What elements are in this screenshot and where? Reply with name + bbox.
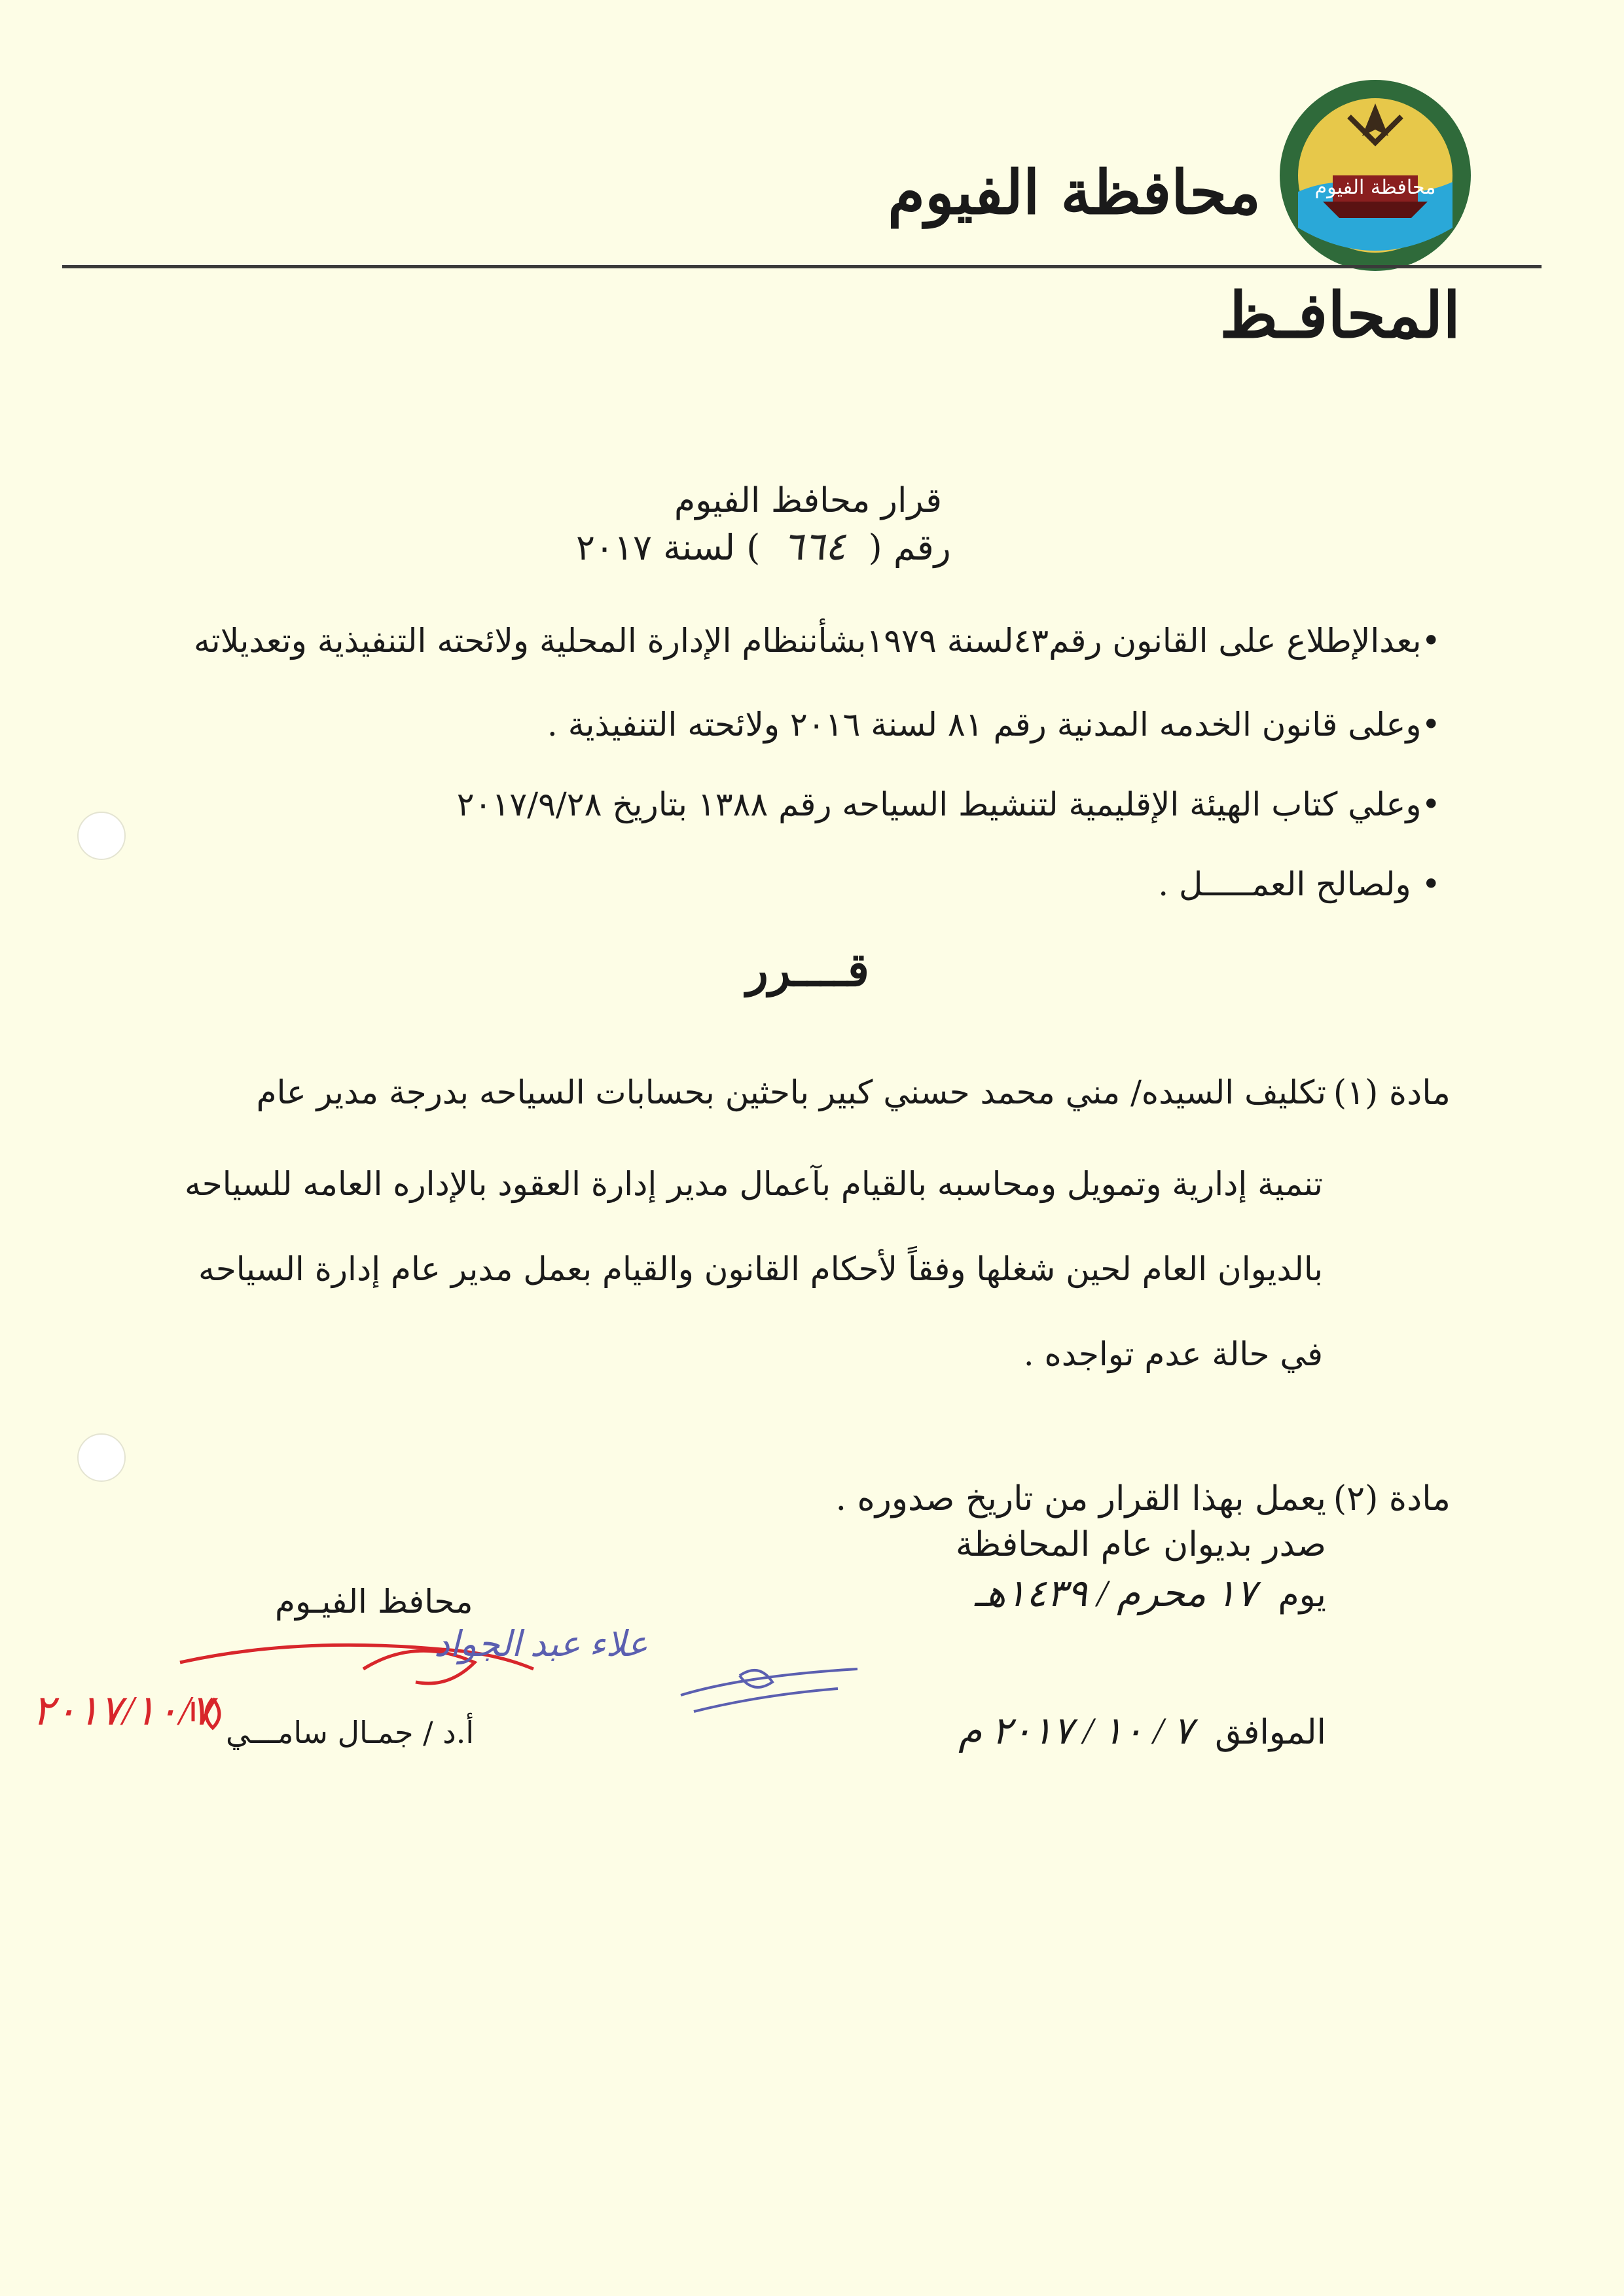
hijri-date-line [975, 1571, 1326, 1615]
gregorian-date-line [958, 1708, 1326, 1753]
decree-title: قرار محافظ الفيوم [674, 481, 942, 520]
signatory-title: محافظ الفيـوم [275, 1583, 473, 1621]
hijri-date-prefix: يوم [1278, 1575, 1326, 1615]
article-2-label: مادة (٢) [1333, 1479, 1451, 1518]
issuance-place: صدر بديوان عام المحافظة [955, 1525, 1326, 1564]
preamble-item: •وعلي كتاب الهيئة الإقليمية لتنشيط السياحه رقم ١٣٨٨ بتاريخ ٢٠١٧/٩/٢٨ [456, 785, 1441, 823]
article-1-line: تكليف السيده/ مني محمد حسني كبير باحثين بحسابات السياحه بدرجة مدير عام [256, 1073, 1326, 1111]
preamble-item: • ولصالح العمـــــل . [1158, 865, 1441, 903]
article-1-line: في حالة عدم تواجده . [1023, 1335, 1323, 1373]
article-1-line: بالديوان العام لحين شغلها وفقاً لأحكام القانون والقيام بعمل مدير عام إدارة السياحه [198, 1250, 1323, 1288]
handwritten-date: ٢٠١٧/١٠/٧ [31, 1687, 213, 1734]
article-1-label: مادة (١) [1333, 1073, 1451, 1113]
seal-lettering: محافظة الفيوم [1314, 176, 1436, 199]
reviewer-name: علاء عبد الجواد [434, 1624, 648, 1664]
decree-number-prefix: رقم ( [868, 527, 951, 568]
handwritten-signature-blue-icon [434, 1597, 877, 1728]
article-2-text: يعمل بهذا القرار من تاريخ صدوره . [835, 1479, 1326, 1518]
office-title: المحافـظ [1219, 278, 1460, 352]
hijri-date-handwritten: ١٧ محرم / ١٤٣٩هـ [974, 1572, 1257, 1615]
decided-heading: قــــرر [746, 942, 869, 997]
punch-hole [77, 1433, 126, 1482]
preamble-item: •وعلى قانون الخدمه المدنية رقم ٨١ لسنة ٢٠١٦ ولائحته التنفيذية . [547, 706, 1441, 744]
gregorian-date-handwritten: ٧ / ١٠ / ٢٠١٧ م [958, 1710, 1194, 1752]
gregorian-date-prefix: الموافق [1215, 1713, 1326, 1752]
reviewer-signature [434, 1597, 877, 1728]
preamble-item: •بعدالإطلاع على القانون رقم٤٣لسنة ١٩٧٩بشأننظام الإدارة المحلية ولائحته التنفيذية وتعديلاته [193, 622, 1441, 660]
decree-number-line [576, 524, 951, 569]
governorate-seal-logo [1277, 77, 1473, 274]
decree-number-handwritten: ٦٦٤ [782, 525, 846, 568]
punch-hole [77, 812, 126, 860]
signatory-name: أ.د / جمـال سامـــي [226, 1715, 475, 1750]
decree-number-suffix: ) لسنة ٢٠١٧ [576, 527, 761, 568]
header-divider [62, 265, 1542, 268]
article-1-line: تنمية إدارية وتمويل ومحاسبه بالقيام بآعمال مدير إدارة العقود بالإداره العامه للسياحه [185, 1165, 1323, 1203]
governorate-name: محافظة الفيوم [888, 157, 1261, 228]
fayoum-governorate-seal-icon [1277, 77, 1473, 274]
